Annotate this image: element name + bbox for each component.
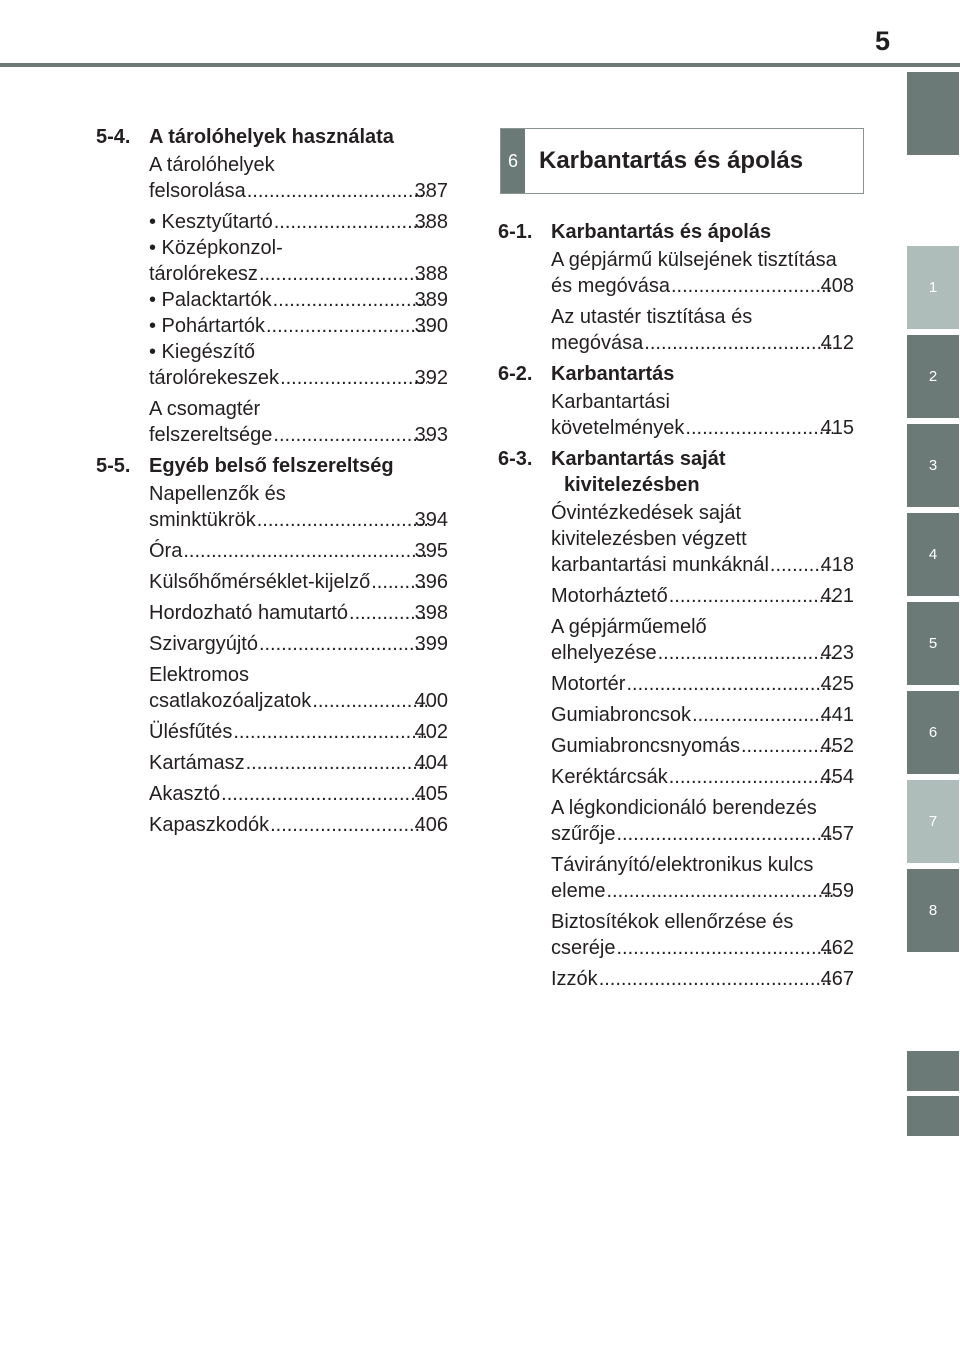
toc-entry[interactable]: [149, 235, 448, 287]
dot-leader: [221, 781, 426, 807]
entry-text: • Kesztyűtartó: [149, 211, 273, 233]
dot-leader: [669, 764, 833, 790]
header-rule: [0, 63, 960, 67]
page-ref: 398: [414, 602, 448, 624]
entry-text: elhelyezése: [551, 642, 657, 664]
page-ref: 392: [414, 367, 448, 389]
section-number: 5-5.: [96, 455, 131, 477]
dot-leader: [626, 671, 832, 697]
entry-text: Hordozható hamutartó: [149, 602, 349, 624]
entry-text: Kartámasz: [149, 752, 245, 774]
page-ref: 388: [414, 211, 448, 233]
tab-1[interactable]: 1: [907, 246, 959, 329]
page-ref: 400: [414, 690, 448, 712]
toc-entry[interactable]: [149, 152, 448, 204]
section-number: 6-3.: [498, 448, 533, 470]
dot-leader: [266, 313, 427, 339]
entry-text: Óra: [149, 540, 183, 562]
toc-entry[interactable]: [149, 812, 448, 838]
toc-entry[interactable]: [149, 538, 448, 564]
page-ref: 388: [414, 263, 448, 285]
dot-leader: [658, 640, 833, 666]
entry-text: Gumiabroncsok: [551, 704, 692, 726]
entry-line: A légkondicionáló berendezés: [551, 797, 817, 819]
entry-text: tárolórekesz: [149, 263, 258, 285]
toc-entry[interactable]: [551, 500, 854, 578]
entry-text: • Palacktartók: [149, 289, 272, 311]
toc-entry[interactable]: [149, 313, 448, 339]
page-ref: 418: [820, 554, 854, 576]
entry-line: Biztosítékok ellenőrzése és: [551, 911, 794, 933]
section-number: 6-2.: [498, 363, 533, 385]
tab-4[interactable]: 4: [907, 513, 959, 596]
dot-leader: [669, 583, 833, 609]
dot-leader: [270, 812, 427, 838]
section-number: 6-1.: [498, 221, 533, 243]
entry-text: Keréktárcsák: [551, 766, 668, 788]
page-ref: 457: [820, 823, 854, 845]
toc-entry[interactable]: [551, 247, 854, 299]
page-ref: 395: [414, 540, 448, 562]
entry-text: Ülésfűtés: [149, 721, 233, 743]
page-ref: 406: [414, 814, 448, 836]
tab-7[interactable]: 7: [907, 780, 959, 863]
entry-text: Akasztó: [149, 783, 221, 805]
page-ref: 408: [820, 275, 854, 297]
toc-entry[interactable]: [149, 209, 448, 235]
page-ref: 415: [820, 417, 854, 439]
toc-entry[interactable]: [551, 389, 854, 441]
section-heading: [96, 124, 448, 150]
dot-leader: [644, 330, 832, 356]
toc-entry[interactable]: [551, 733, 854, 759]
tab-5[interactable]: 5: [907, 602, 959, 685]
toc-entry[interactable]: [149, 481, 448, 533]
dot-leader: [616, 935, 832, 961]
entry-text: Izzók: [551, 968, 598, 990]
page-ref: 454: [820, 766, 854, 788]
toc-entry[interactable]: [551, 671, 854, 697]
toc-entry[interactable]: [551, 966, 854, 992]
section-title: A tárolóhelyek használata: [149, 126, 394, 148]
entry-line: kivitelezésben végzett: [551, 528, 747, 550]
chapter-title: Karbantartás és ápolás: [539, 147, 804, 174]
entry-line: • Kiegészítő: [149, 341, 255, 363]
dot-leader: [692, 702, 833, 728]
toc-left-column: [96, 120, 448, 843]
page-ref: 390: [414, 315, 448, 337]
dot-leader: [257, 507, 427, 533]
entry-text: karbantartási munkáknál: [551, 554, 769, 576]
section-title: Karbantartás és ápolás: [551, 221, 772, 243]
toc-entry[interactable]: [551, 764, 854, 790]
entry-text: Motorháztető: [551, 585, 668, 607]
page-ref: 405: [414, 783, 448, 805]
dot-leader: [685, 415, 832, 441]
entry-text: Gumiabroncsnyomás: [551, 735, 740, 757]
tab-blank-top[interactable]: [907, 72, 959, 155]
dot-leader: [183, 538, 426, 564]
entry-text: követelmények: [551, 417, 685, 439]
toc-entry[interactable]: [551, 702, 854, 728]
entry-line: A gépjármű külsejének tisztítása: [551, 249, 837, 271]
section-title: Egyéb belső felszereltség: [149, 455, 394, 477]
section-heading: [498, 219, 854, 245]
entry-text: tárolórekeszek: [149, 367, 280, 389]
page-ref: 404: [414, 752, 448, 774]
page-ref: 452: [820, 735, 854, 757]
page-ref: 441: [820, 704, 854, 726]
toc-entry[interactable]: [551, 852, 854, 904]
page-ref: 459: [820, 880, 854, 902]
tab-6[interactable]: 6: [907, 691, 959, 774]
entry-text: Szivargyújtó: [149, 633, 258, 655]
entry-text: felszereltsége: [149, 424, 273, 446]
dot-leader: [247, 178, 427, 204]
page-ref: 423: [820, 642, 854, 664]
toc-entry[interactable]: [149, 631, 448, 657]
toc-entry[interactable]: [149, 781, 448, 807]
dot-leader: [606, 878, 832, 904]
toc-entry[interactable]: [149, 600, 448, 626]
page-ref: 402: [414, 721, 448, 743]
entry-line: Óvintézkedések saját: [551, 502, 742, 524]
dot-leader: [273, 287, 427, 313]
tab-8[interactable]: 8: [907, 869, 959, 952]
entry-line: A tárolóhelyek: [149, 154, 275, 176]
toc-entry[interactable]: [149, 287, 448, 313]
page-number: 5: [874, 26, 890, 56]
tab-3[interactable]: 3: [907, 424, 959, 507]
toc-entry[interactable]: [551, 614, 854, 666]
page-ref: 462: [820, 937, 854, 959]
entry-line: Elektromos: [149, 664, 250, 686]
entry-text: sminktükrök: [149, 509, 256, 531]
entry-text: Külsőhőmérséklet-kijelző: [149, 571, 371, 593]
page-ref: 412: [820, 332, 854, 354]
entry-text: csatlakozóaljzatok: [149, 690, 312, 712]
toc-entry[interactable]: [149, 396, 448, 448]
section-number: 5-4.: [96, 126, 131, 148]
toc-entry[interactable]: [551, 909, 854, 961]
page-ref: 421: [820, 585, 854, 607]
entry-text: felsorolása: [149, 180, 246, 202]
toc-entry[interactable]: [149, 569, 448, 595]
entry-line: A gépjárműemelő: [551, 616, 707, 638]
toc-entry[interactable]: [149, 339, 448, 391]
entry-text: Motortér: [551, 673, 626, 695]
chapter-header: [500, 128, 864, 194]
entry-text: • Pohártartók: [149, 315, 265, 337]
dot-leader: [273, 422, 426, 448]
dot-leader: [671, 273, 833, 299]
dot-leader: [599, 966, 833, 992]
entry-line: Napellenzők és: [149, 483, 286, 505]
toc-entry[interactable]: [149, 719, 448, 745]
section-title: Karbantartás saját kivitelezésben: [551, 448, 726, 496]
section-heading: [96, 453, 448, 479]
page-ref: 389: [414, 289, 448, 311]
dot-leader: [280, 365, 427, 391]
section-heading: [498, 361, 854, 387]
toc-right-column: [498, 215, 854, 997]
toc-entry[interactable]: [551, 583, 854, 609]
entry-line: • Középkonzol-: [149, 237, 283, 259]
toc-entry[interactable]: [149, 662, 448, 714]
entry-text: és megóvása: [551, 275, 670, 297]
dot-leader: [233, 719, 426, 745]
entry-line: Az utastér tisztítása és: [551, 306, 753, 328]
dot-leader: [274, 209, 427, 235]
tab-blank-lower-2[interactable]: [907, 1096, 959, 1136]
toc-entry[interactable]: [551, 795, 854, 847]
toc-entry[interactable]: [149, 750, 448, 776]
entry-line: Karbantartási: [551, 391, 670, 413]
section-heading: [498, 446, 854, 498]
dot-leader: [246, 750, 427, 776]
page-ref: 467: [820, 968, 854, 990]
chapter-number: 6: [501, 129, 525, 193]
section-title: Karbantartás: [551, 363, 675, 385]
entry-line: Távirányító/elektronikus kulcs: [551, 854, 814, 876]
entry-text: megóvása: [551, 332, 644, 354]
page-ref: 393: [414, 424, 448, 446]
tab-2[interactable]: 2: [907, 335, 959, 418]
page-ref: 399: [414, 633, 448, 655]
entry-text: szűrője: [551, 823, 616, 845]
entry-text: Kapaszkodók: [149, 814, 270, 836]
tab-blank-lower-1[interactable]: [907, 1051, 959, 1091]
dot-leader: [616, 821, 832, 847]
dot-leader: [259, 261, 427, 287]
page-ref: 396: [414, 571, 448, 593]
page-ref: 425: [820, 673, 854, 695]
page-ref: 394: [414, 509, 448, 531]
toc-entry[interactable]: [551, 304, 854, 356]
entry-line: A csomagtér: [149, 398, 261, 420]
dot-leader: [312, 688, 426, 714]
page-ref: 387: [414, 180, 448, 202]
dot-leader: [741, 733, 833, 759]
dot-leader: [259, 631, 427, 657]
entry-text: cseréje: [551, 937, 616, 959]
entry-text: eleme: [551, 880, 606, 902]
